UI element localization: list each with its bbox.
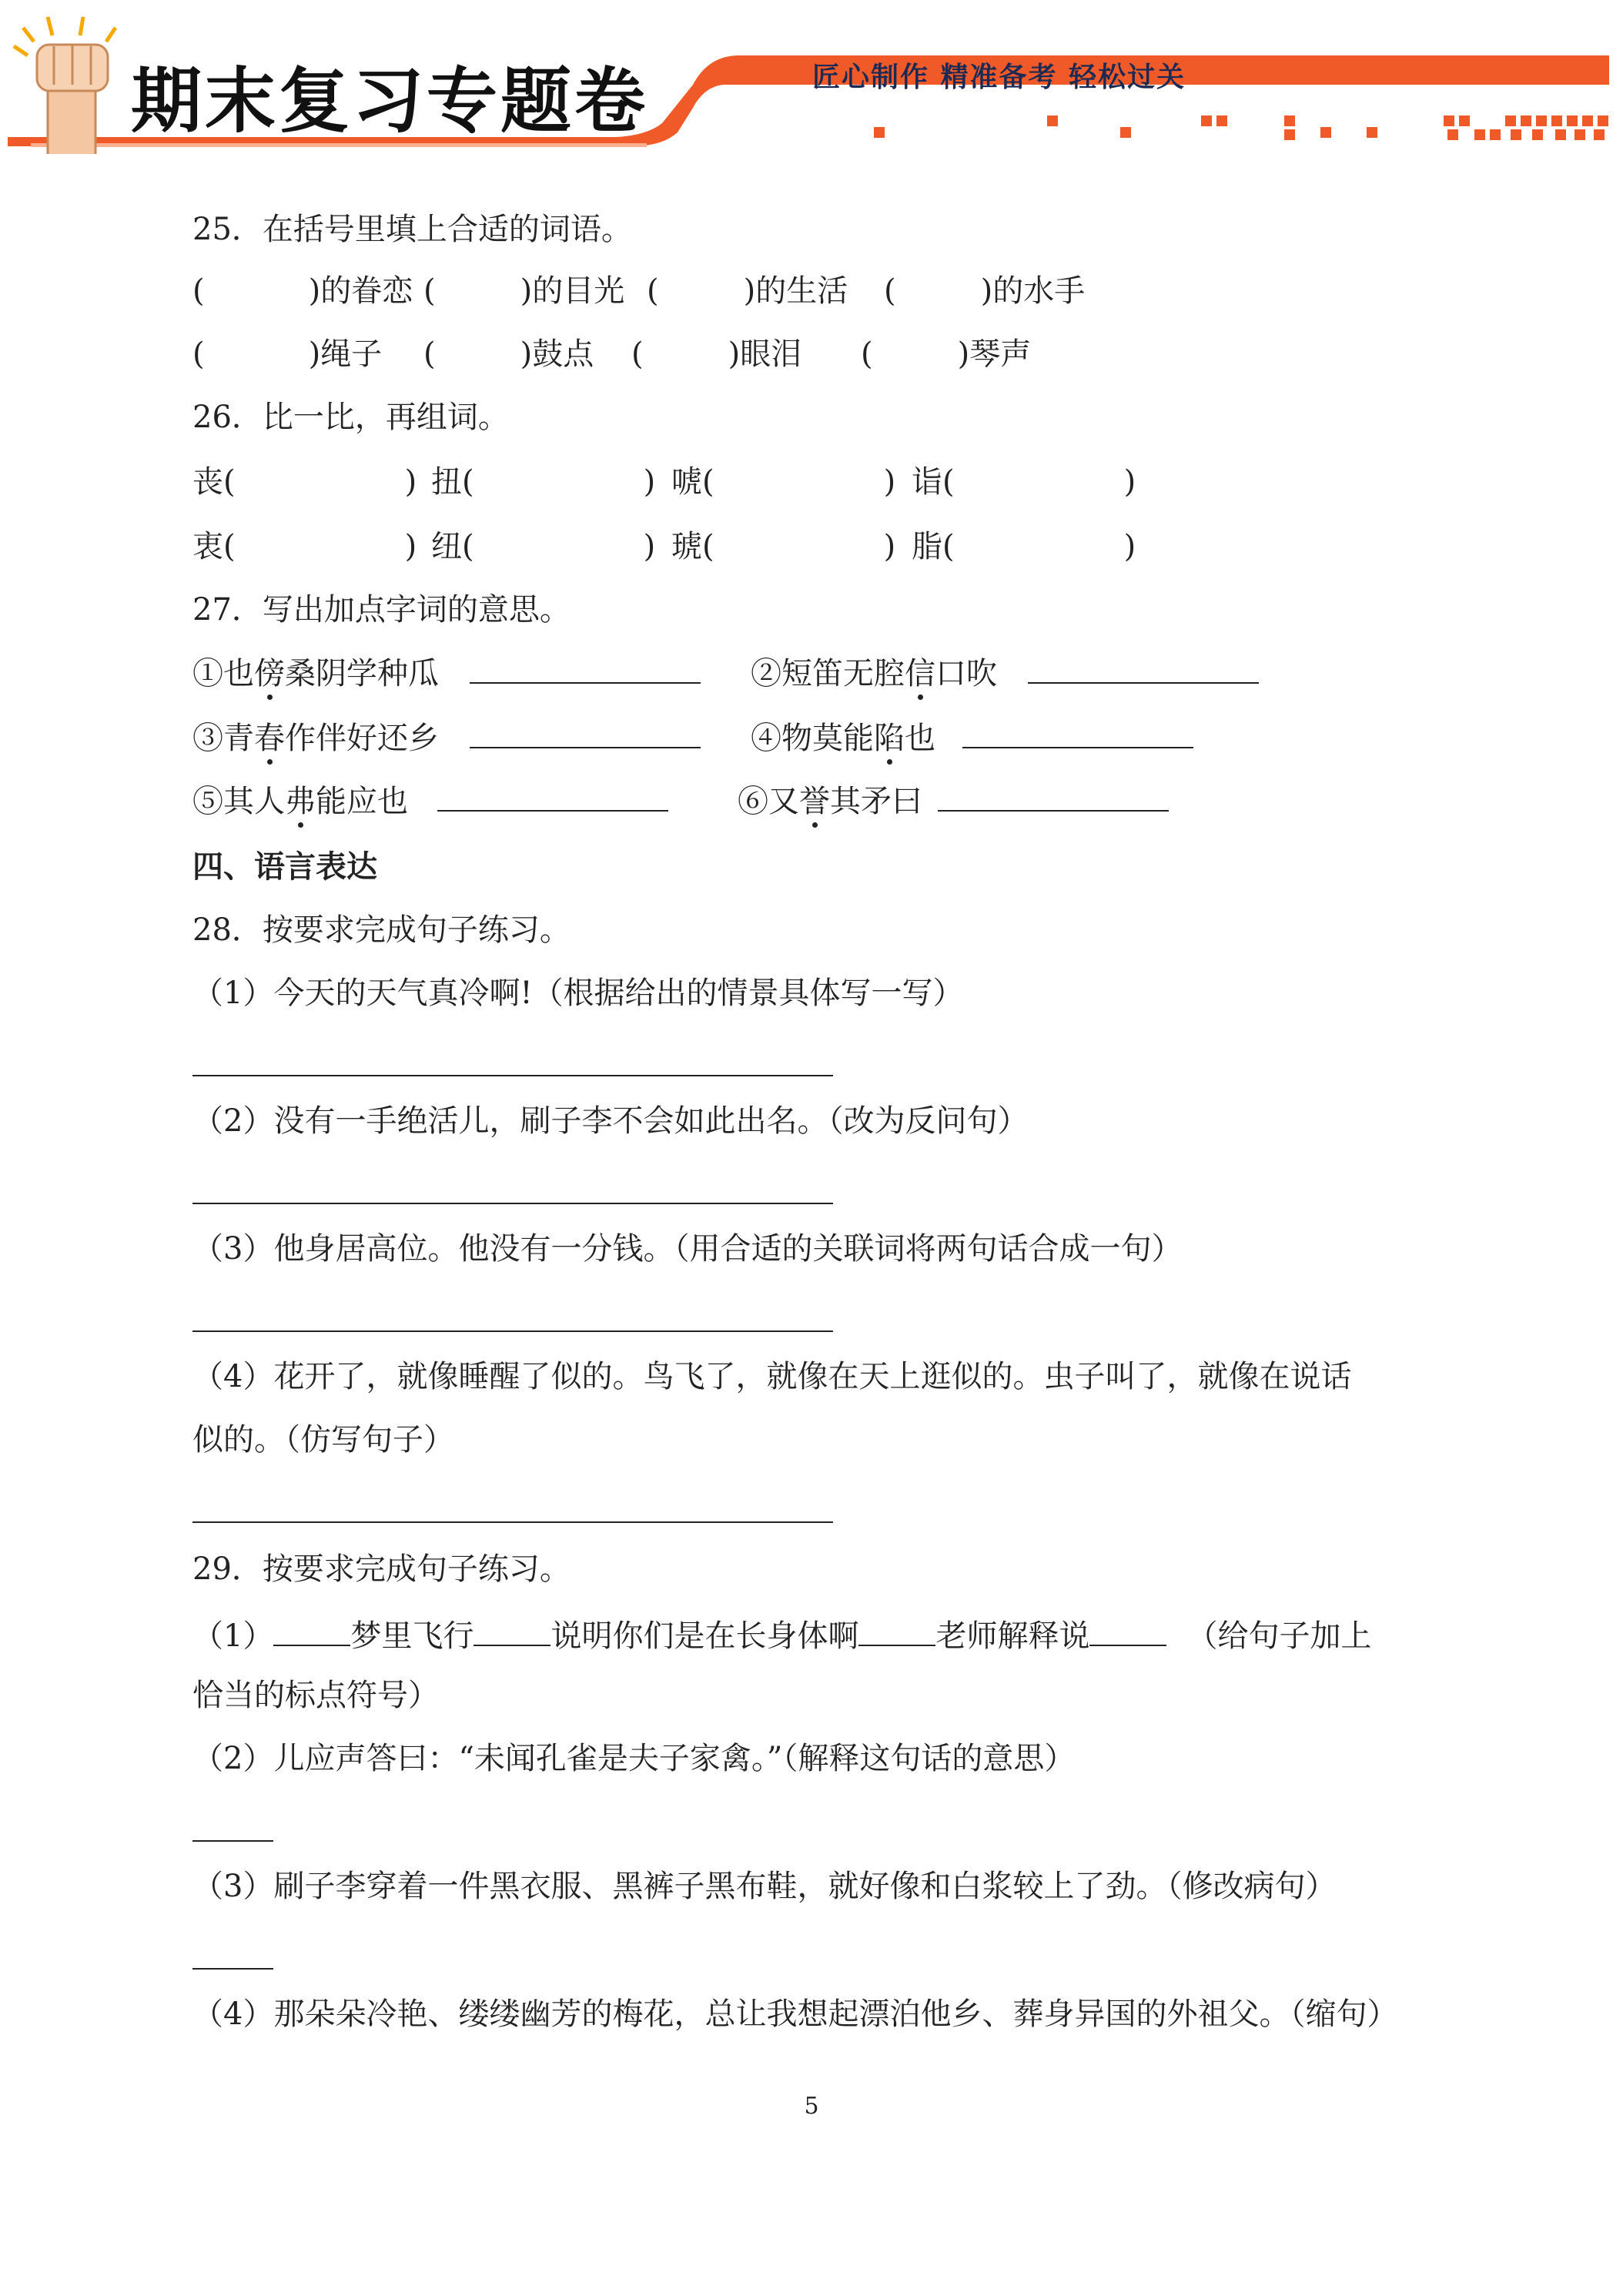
q25-r2-c1: 绳子 — [320, 336, 383, 372]
q26-r1-c3: 唬 — [671, 464, 702, 500]
q27-answer-6[interactable] — [938, 782, 1169, 812]
q25-r1-c4: 的水手 — [992, 273, 1086, 309]
q26-r2-c3: 琥 — [671, 529, 702, 564]
q25-r1-c2: 的目光 — [532, 273, 625, 309]
q27-stem: 27．写出加点字词的意思。 — [192, 592, 571, 628]
q25-r2-c3: 眼泪 — [740, 336, 802, 372]
q27-item-3: ③青春作伴好还乡 — [192, 721, 439, 756]
q25-row2: ( )绳子 ( )鼓点 ( )眼泪 ( )琴声 — [192, 336, 1032, 372]
q25-r2-c2: 鼓点 — [532, 336, 594, 372]
q25-r1-c3: 的生活 — [755, 273, 848, 309]
decor-squares — [874, 115, 1608, 140]
q28-answer-3[interactable] — [192, 1330, 833, 1332]
q27-item-5: ⑤其人弗能应也 — [192, 784, 408, 819]
q28-stem: 28．按要求完成句子练习。 — [192, 912, 571, 948]
q29-answer-2[interactable] — [192, 1840, 273, 1842]
q27-answer-5[interactable] — [437, 782, 668, 812]
q27-row2 — [192, 719, 1193, 754]
q26-stem: 26．比一比，再组词。 — [192, 400, 509, 435]
section-heading: 四、语言表达 — [192, 848, 377, 885]
q27-answer-3[interactable] — [470, 719, 701, 748]
q28-s3: （3）他身居高位。他没有一分钱。（用合适的关联词将两句话合成一句） — [192, 1231, 1183, 1267]
q27-row3 — [192, 782, 1169, 817]
q27-item-2: ②短笛无腔信口吹 — [751, 656, 997, 691]
q26-r1-c4: 诣 — [912, 464, 942, 500]
header-tagline: 匠心制作 精准备考 轻松过关 — [812, 62, 1186, 93]
q25-stem: 25．在括号里填上合适的词语。 — [192, 212, 632, 247]
q28-s4a: （4）花开了，就像睡醒了似的。鸟飞了，就像在天上逛似的。虫子叫了，就像在说话 — [192, 1359, 1352, 1394]
q26-row1: 丧( ) 扭( ) 唬( ) 诣( ) — [192, 464, 1136, 500]
q26-r2-c4: 脂 — [912, 529, 942, 564]
q29-punct-4[interactable] — [1089, 1617, 1166, 1646]
q29-stem: 29．按要求完成句子练习。 — [192, 1551, 571, 1587]
q26-r2-c1: 衷 — [192, 529, 223, 564]
q29-s4: （4）那朵朵冷艳、缕缕幽芳的梅花，总让我想起漂泊他乡、葬身异国的外祖父。（缩句） — [192, 1996, 1398, 2032]
q26-r2-c2: 纽 — [431, 529, 462, 564]
q25-r1-c1: 的眷恋 — [320, 273, 413, 309]
fist-icon — [14, 17, 115, 154]
q29-s1b: 恰当的标点符号） — [192, 1678, 439, 1713]
q27-row1 — [192, 654, 1259, 689]
q28-s1: （1）今天的天气真冷啊!（根据给出的情景具体写一写） — [192, 976, 964, 1011]
q27-item-6: ⑥又誉其矛曰 — [738, 784, 922, 819]
q29-answer-3[interactable] — [192, 1968, 273, 1970]
q28-answer-2[interactable] — [192, 1203, 833, 1204]
q27-item-4: ④物莫能陷也 — [751, 721, 935, 756]
q28-answer-4[interactable] — [192, 1521, 833, 1523]
q27-answer-2[interactable] — [1028, 654, 1259, 684]
q25-row1: ( )的眷恋 ( )的目光 ( )的生活 ( )的水手 — [192, 273, 1086, 309]
q29-punct-3[interactable] — [858, 1617, 935, 1646]
q29-s3: （3）刷子李穿着一件黑衣服、黑裤子黑布鞋，就好像和白浆较上了劲。（修改病句） — [192, 1869, 1337, 1904]
q29-punct-1[interactable] — [273, 1617, 350, 1646]
header-banner — [0, 0, 1623, 154]
q28-answer-1[interactable] — [192, 1075, 833, 1076]
q27-answer-4[interactable] — [962, 719, 1193, 748]
q26-r1-c1: 丧 — [192, 464, 223, 500]
page-number: 5 — [804, 2093, 819, 2120]
q27-item-1: ①也傍桑阴学种瓜 — [192, 656, 439, 691]
q29-s2: （2）儿应声答曰：“未闻孔雀是夫子家禽。”（解释这句话的意思） — [192, 1741, 1076, 1776]
header-title: 期末复习专题卷 — [131, 60, 649, 142]
q25-r2-c4: 琴声 — [969, 336, 1032, 372]
q29-punct-2[interactable] — [474, 1617, 550, 1646]
q26-r1-c2: 扭 — [431, 464, 462, 500]
q26-row2: 衷( ) 纽( ) 琥( ) 脂( ) — [192, 529, 1136, 564]
q27-answer-1[interactable] — [470, 654, 701, 684]
q29-s1: （1） 梦里飞行 说明你们是在长身体啊 老师解释说 （给句子加上 — [192, 1618, 1372, 1654]
q28-s2: （2）没有一手绝活儿，刷子李不会如此出名。（改为反问句） — [192, 1103, 1029, 1139]
q28-s4b: 似的。（仿写句子） — [192, 1422, 454, 1458]
